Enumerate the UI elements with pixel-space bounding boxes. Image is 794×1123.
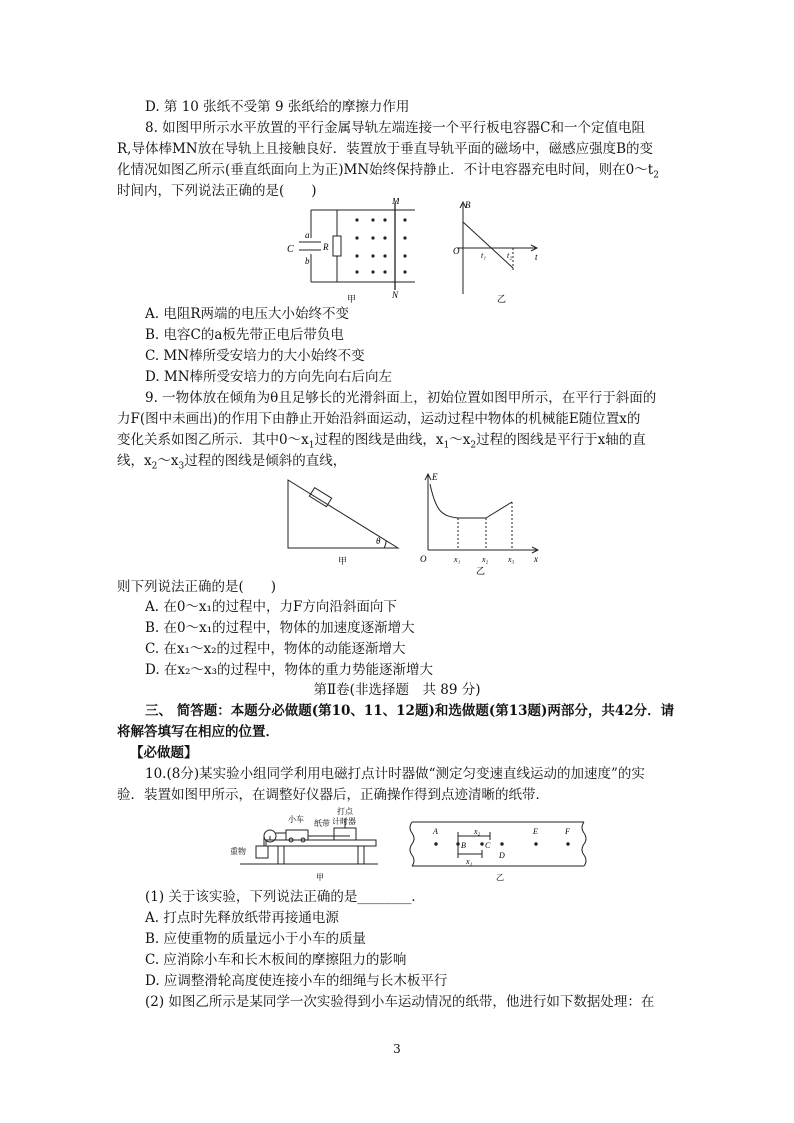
label-x3: x₃ — [508, 555, 515, 564]
label-a: a — [305, 230, 310, 240]
axis-t: t — [535, 252, 538, 262]
point-e: E — [533, 827, 538, 836]
q8-line3: 化情况如图乙所示(垂直纸面向上为正)MN始终保持静止．不计电容器充电时间，则在$0\sim t_2$ — [117, 162, 659, 181]
label-b: b — [305, 256, 310, 266]
q9-option-b: B. 在0～x₁的过程中，物体的加速度逐渐增大 — [145, 620, 415, 636]
q10-sub2: (2) 如图乙所示是某同学一次实验得到小车运动情况的纸带，他进行如下数据处理：在 — [145, 994, 655, 1010]
q9-option-d: D. 在x₂～x₃的过程中，物体的重力势能逐渐增大 — [145, 662, 433, 678]
label-m: M — [392, 198, 400, 206]
q10-option-b: B. 应使重物的质量远小于小车的质量 — [145, 931, 367, 947]
caption-yi: 乙 — [497, 294, 507, 304]
q10-sub1: (1) 关于该实验，下列说法正确的是________． — [145, 889, 425, 905]
label-timer-1: 打点 — [337, 807, 353, 816]
q9-line5: 则下列说法正确的是( ) — [117, 579, 277, 595]
axis-x: x — [534, 554, 538, 564]
q8-option-c: C. MN棒所受安培力的大小始终不变 — [145, 348, 365, 364]
q8-line1: 8. 如图甲所示水平放置的平行金属导轨左端连接一个平行板电容器C和一个定值电阻 — [145, 120, 645, 136]
label-tape: 纸带 — [314, 819, 330, 828]
point-b: B — [461, 841, 466, 850]
q8-option-b: B. 电容C的a板先带正电后带负电 — [145, 327, 344, 343]
q9-option-a: A. 在0～x₁的过程中，力F方向沿斜面向下 — [145, 599, 397, 615]
caption-yi: 乙 — [496, 873, 504, 882]
q10-option-a: A. 打点时先释放纸带再接通电源 — [145, 910, 339, 926]
section-three-line1: 三、 简答题：本题分必做题(第10、11、12题)和选做题(第13题)两部分，共42分．请 — [145, 703, 675, 719]
q10-line2: 验．装置如图甲所示，在调整好仪器后，正确操作得到点迹清晰的纸带． — [117, 787, 549, 803]
q10-line1: 10.(8分)某实验小组同学利用电磁打点计时器做“测定匀变速直线运动的加速度”的实 — [145, 766, 645, 782]
part-two-heading: 第Ⅱ卷(非选择题 共 89 分) — [313, 682, 481, 698]
label-car: 小车 — [288, 815, 304, 824]
label-weight: 重物 — [230, 847, 246, 856]
q8-option-d: D. MN棒所受安培力的方向先向右后向左 — [145, 369, 393, 385]
q10-option-c: C. 应消除小车和长木板间的摩擦阻力的影响 — [145, 952, 407, 968]
figure-q8 — [275, 198, 545, 304]
page-number: 3 — [393, 1042, 401, 1056]
figure-q9 — [280, 472, 550, 576]
q9-line1: 9. 一物体放在倾角为θ且足够长的光滑斜面上，初始位置如图甲所示，在平行于斜面的 — [145, 390, 657, 406]
label-t2: t₂ — [507, 251, 513, 260]
point-f: F — [565, 827, 570, 836]
section-three-line2: 将解答填写在相应的位置． — [117, 724, 279, 740]
q8-line2: R,导体棒MN放在导轨上且接触良好．装置放于垂直导轨平面的磁场中，磁感应强度B的变 — [117, 141, 654, 157]
caption-jia: 甲 — [316, 873, 324, 882]
label-x2: x₂ — [474, 827, 481, 836]
option-d-prev: D. 第 10 张纸不受第 9 张纸给的摩擦力作用 — [145, 99, 410, 115]
q9-line2: 力F(图中未画出)的作用下由静止开始沿斜面运动，运动过程中物体的机械能E随位置x的 — [117, 411, 641, 427]
q8-option-a: A. 电阻R两端的电压大小始终不变 — [145, 306, 349, 322]
caption-jia: 甲 — [338, 556, 348, 566]
point-a: A — [433, 827, 438, 836]
label-c: C — [287, 244, 294, 255]
point-c: C — [485, 841, 491, 850]
required-heading: 【必做题】 — [130, 745, 198, 761]
figure-q10 — [230, 800, 600, 886]
q10-option-d: D. 应调整滑轮高度使连接小车的细绳与长木板平行 — [145, 973, 448, 989]
label-timer-2: 计时器 — [332, 817, 356, 826]
point-d: D — [499, 851, 505, 860]
caption-yi: 乙 — [476, 566, 486, 576]
label-x1: x₁ — [454, 555, 461, 564]
label-r: R — [323, 242, 329, 252]
label-x1: x₁ — [466, 857, 473, 866]
origin-o: O — [420, 554, 427, 564]
label-x2: x₂ — [482, 555, 489, 564]
q8-line4: 时间内，下列说法正确的是( ) — [117, 183, 317, 199]
origin-o: O — [453, 246, 460, 256]
label-t1: t₁ — [481, 251, 487, 260]
axis-e: E — [432, 472, 438, 482]
q9-line3: 变化关系如图乙所示．其中$0\sim x_1$过程的图线是曲线，$x_1\sim x_2$过程的图线是平行于x轴的直 — [117, 432, 646, 451]
label-theta: θ — [376, 536, 381, 546]
axis-b: B — [465, 200, 471, 210]
caption-jia: 甲 — [347, 294, 357, 304]
q9-line4: 线，$x_2\sim x_3$过程的图线是倾斜的直线， — [117, 453, 347, 472]
q9-option-c: C. 在x₁～x₂的过程中，物体的动能逐渐增大 — [145, 641, 406, 657]
label-n: N — [392, 290, 399, 300]
